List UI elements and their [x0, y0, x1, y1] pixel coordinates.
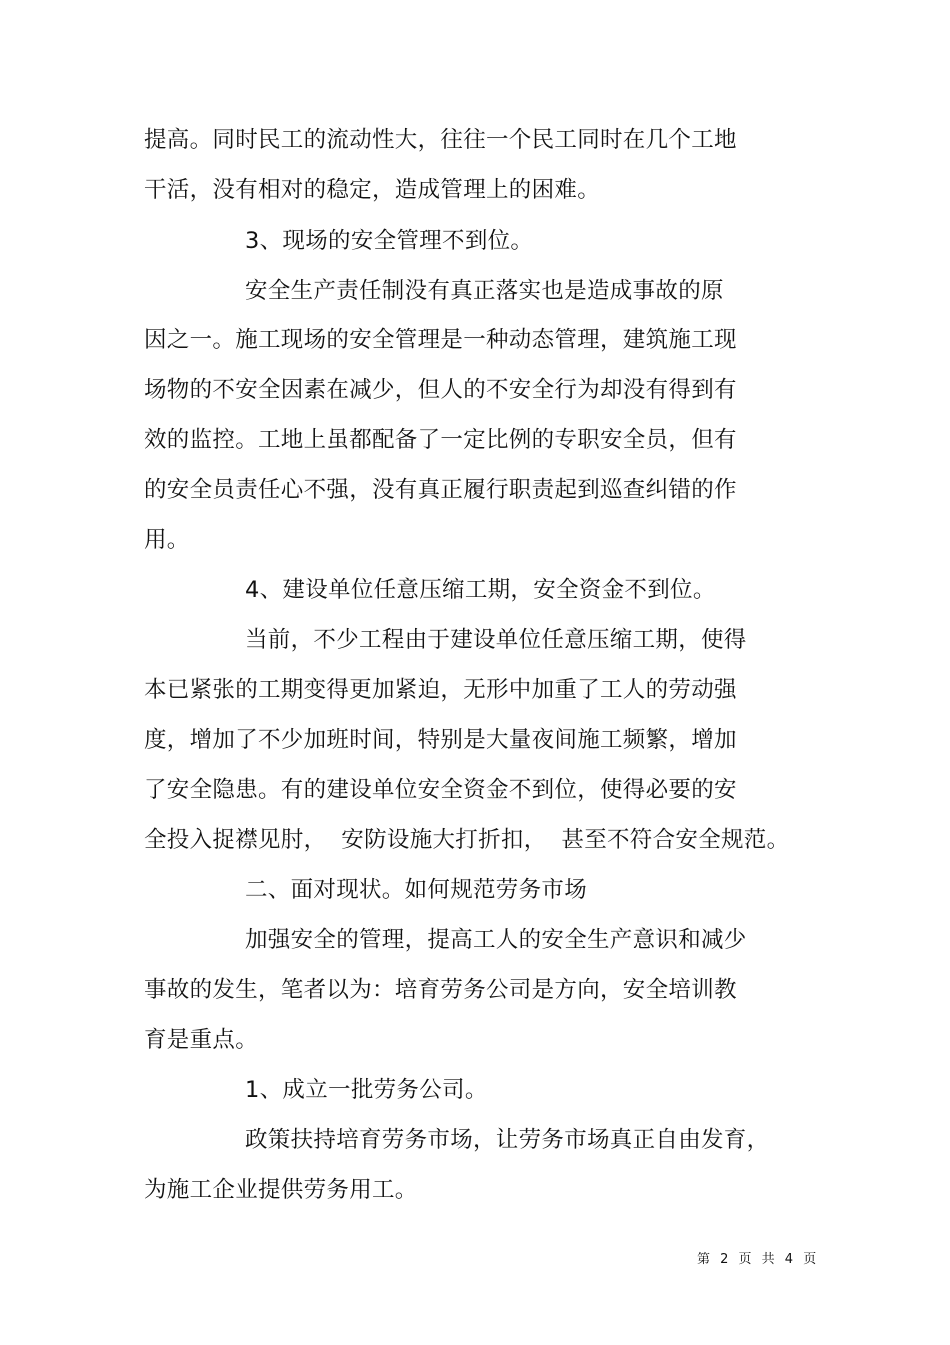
body-line: 政策扶持培育劳务市场，让劳务市场真正自由发育， [245, 1127, 770, 1153]
body-line: 全投入捉襟见肘， 安防设施大打折扣， 甚至不符合安全规范。 [144, 827, 790, 853]
body-line: 当前，不少工程由于建设单位任意压缩工期，使得 [245, 627, 747, 653]
body-line: 提高。同时民工的流动性大，往往一个民工同时在几个工地 [144, 127, 737, 153]
body-line: 事故的发生，笔者以为：培育劳务公司是方向，安全培训教 [144, 977, 737, 1003]
body-line: 干活，没有相对的稳定，造成管理上的困难。 [144, 177, 601, 203]
body-line: 安全生产责任制没有真正落实也是造成事故的原 [245, 278, 724, 304]
body-line: 育是重点。 [144, 1027, 259, 1053]
body-line: 度，增加了不少加班时间，特别是大量夜间施工频繁，增加 [144, 727, 737, 753]
body-line: 了安全隐患。有的建设单位安全资金不到位，使得必要的安 [144, 777, 737, 803]
section-heading: 4、建设单位任意压缩工期，安全资金不到位。 [245, 577, 716, 603]
body-line: 本已紧张的工期变得更加紧迫，无形中加重了工人的劳动强 [144, 677, 737, 703]
section-heading: 3、现场的安全管理不到位。 [245, 228, 534, 254]
body-line: 用。 [144, 527, 190, 553]
body-line: 因之一。施工现场的安全管理是一种动态管理，建筑施工现 [144, 327, 737, 353]
body-line: 的安全员责任心不强，没有真正履行职责起到巡查纠错的作 [144, 477, 737, 503]
body-line: 场物的不安全因素在减少，但人的不安全行为却没有得到有 [144, 377, 737, 403]
body-line: 效的监控。工地上虽都配备了一定比例的专职安全员，但有 [144, 427, 737, 453]
page-number: 第 2 页 共 4 页 [697, 1252, 818, 1267]
section-heading: 1、成立一批劳务公司。 [245, 1077, 488, 1103]
section-heading: 二、面对现状。如何规范劳务市场 [245, 877, 588, 903]
body-line: 为施工企业提供劳务用工。 [144, 1177, 418, 1203]
body-line: 加强安全的管理，提高工人的安全生产意识和减少 [245, 927, 747, 953]
